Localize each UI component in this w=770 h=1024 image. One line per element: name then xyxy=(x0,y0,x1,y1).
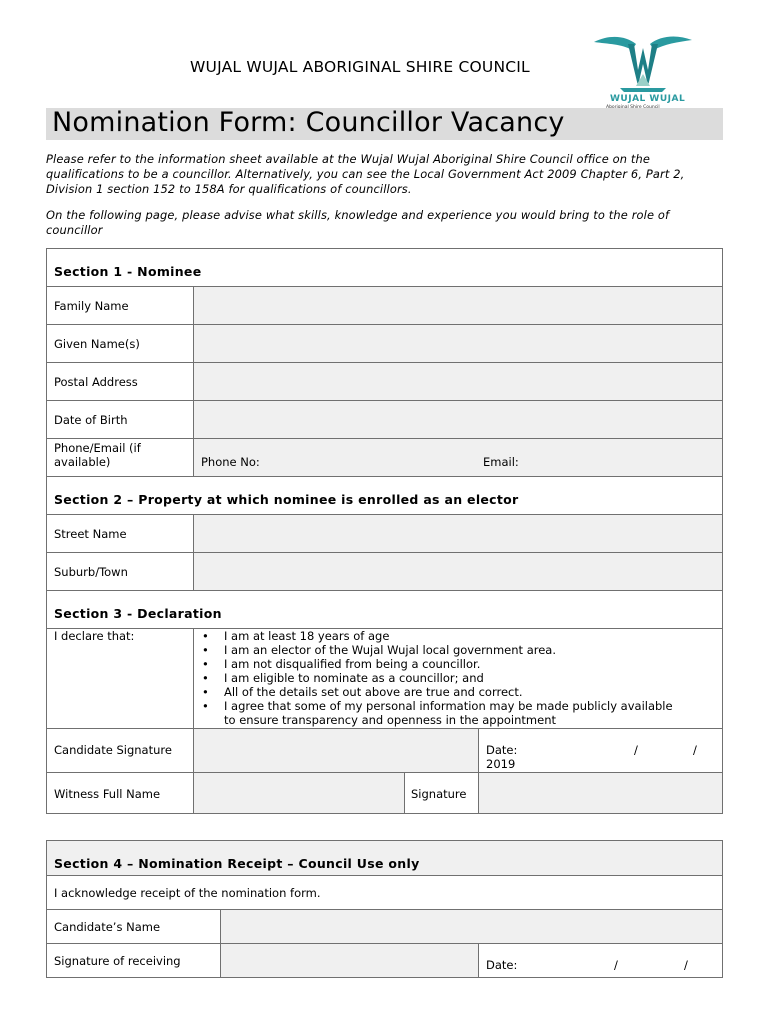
declaration-item: • All of the details set out above are true and correct. xyxy=(224,685,722,699)
family-name-label: Family Name xyxy=(46,286,194,325)
declaration-item: • I am an elector of the Wujal Wujal local government area. xyxy=(224,643,722,657)
date-year: 2019 xyxy=(486,757,516,771)
page-title: Nomination Form: Councillor Vacancy xyxy=(52,107,565,138)
council-logo xyxy=(590,30,696,112)
witness-signature-field[interactable] xyxy=(478,772,723,814)
dob-field[interactable] xyxy=(193,400,723,439)
suburb-label: Suburb/Town xyxy=(46,552,194,591)
street-name-label: Street Name xyxy=(46,514,194,553)
postal-address-field[interactable] xyxy=(193,362,723,401)
given-names-label: Given Name(s) xyxy=(46,324,194,363)
date-separator: / xyxy=(684,958,688,972)
section1-heading: Section 1 - Nominee xyxy=(46,248,723,287)
declaration-item: • I am eligible to nominate as a councillor; and xyxy=(224,671,722,685)
date-separator: / xyxy=(693,743,697,757)
family-name-field[interactable] xyxy=(193,286,723,325)
declaration-item: • I agree that some of my personal information may be made publicly available to ensure transparency and openness in the appointment xyxy=(224,699,684,727)
section3-heading: Section 3 - Declaration xyxy=(46,590,723,629)
receipt-table xyxy=(46,840,723,978)
receipt-date-label: Date: xyxy=(486,958,518,972)
dob-label: Date of Birth xyxy=(46,400,194,439)
phone-email-label: Phone/Email (if available) xyxy=(46,438,194,477)
declare-label: I declare that: xyxy=(46,628,194,729)
date-label: Date: xyxy=(486,743,518,757)
witness-label: Witness Full Name xyxy=(46,772,194,814)
nomination-table xyxy=(46,248,723,814)
postal-address-label: Postal Address xyxy=(46,362,194,401)
candidate-name-label: Candidate’s Name xyxy=(46,909,221,944)
suburb-field[interactable] xyxy=(193,552,723,591)
acknowledge-text: I acknowledge receipt of the nomination form. xyxy=(46,875,723,910)
witness-field[interactable] xyxy=(193,772,405,814)
intro-paragraph-2: On the following page, please advise what skills, knowledge and experience you would bring to the role of councillor xyxy=(46,208,670,237)
candidate-signature-field[interactable] xyxy=(193,728,479,773)
signature-receiving-field[interactable] xyxy=(220,943,479,978)
signature-receiving-label: Signature of receiving xyxy=(46,943,221,978)
phone-no-label: Phone No: xyxy=(201,455,260,469)
declaration-list xyxy=(193,628,723,729)
date-separator: / xyxy=(634,743,638,757)
phone-email-field[interactable] xyxy=(193,438,723,477)
email-label: Email: xyxy=(483,455,519,469)
section2-heading: Section 2 – Property at which nominee is enrolled as an elector xyxy=(46,476,723,515)
candidate-name-field[interactable] xyxy=(220,909,723,944)
section4-heading: Section 4 – Nomination Receipt – Council Use only xyxy=(46,840,723,876)
candidate-signature-label: Candidate Signature xyxy=(46,728,194,773)
receipt-date-field[interactable] xyxy=(478,943,723,978)
signature-label: Signature xyxy=(404,772,479,814)
declaration-item: • I am at least 18 years of age xyxy=(224,629,722,643)
date-field[interactable] xyxy=(478,728,723,773)
council-name: WUJAL WUJAL ABORIGINAL SHIRE COUNCIL xyxy=(190,58,530,76)
intro-paragraph-1: Please refer to the information sheet available at the Wujal Wujal Aboriginal Shire Council office on the qualifications to be a councillor. Alternatively, you can see the Local Government Act 2009 Chapter 6, Part 2, Division 1 section 152 to 158A for qualifications of councillors. xyxy=(46,152,685,196)
street-name-field[interactable] xyxy=(193,514,723,553)
logo-text: WUJAL WUJAL xyxy=(610,94,686,104)
declaration-item: • I am not disqualified from being a councillor. xyxy=(224,657,722,671)
given-names-field[interactable] xyxy=(193,324,723,363)
date-separator: / xyxy=(614,958,618,972)
